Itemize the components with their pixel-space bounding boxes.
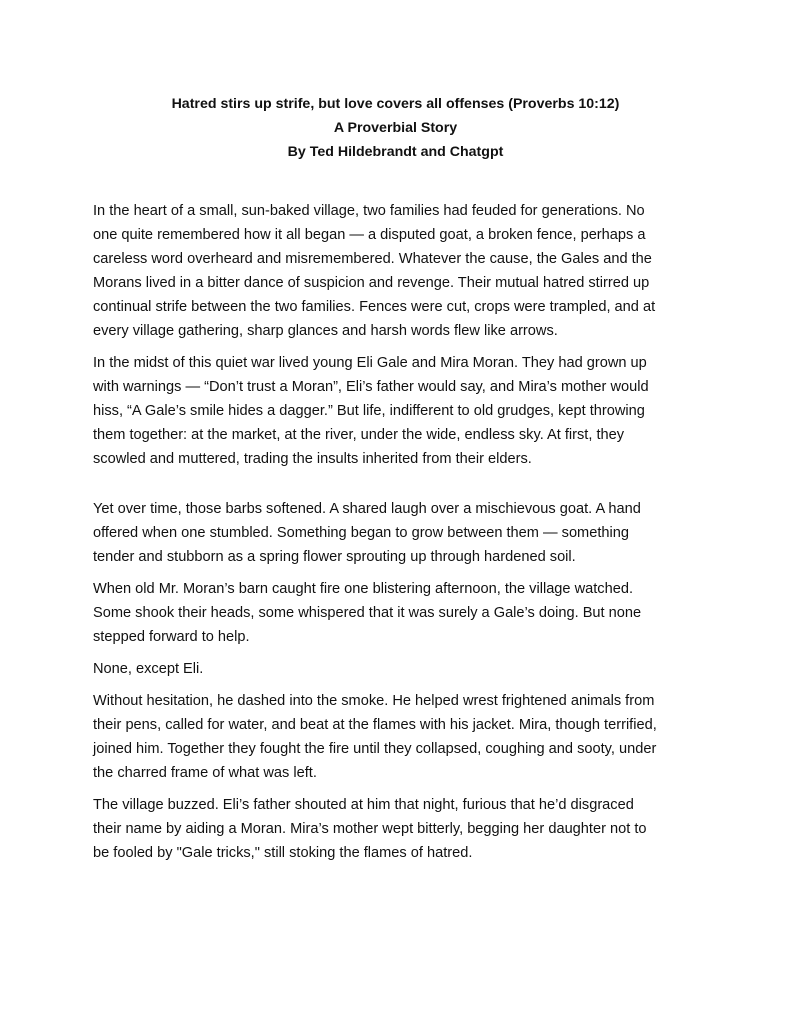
text-line: offered when one stumbled. Something began to grow between them — something	[93, 525, 629, 541]
text-line: Yet over time, those barbs softened. A shared laugh over a mischievous goat. A hand	[93, 501, 641, 517]
text-line: the charred frame of what was left.	[93, 765, 317, 781]
document-header	[0, 92, 791, 164]
story-body	[93, 199, 703, 865]
document-title: Hatred stirs up strife, but love covers all offenses (Proverbs 10:12)	[171, 96, 620, 112]
text-line: scowled and muttered, trading the insults inherited from their elders.	[93, 451, 532, 467]
text-line: In the midst of this quiet war lived young Eli Gale and Mira Moran. They had grown up	[93, 355, 647, 371]
paragraph-2	[93, 351, 703, 471]
text-line: In the heart of a small, sun-baked village, two families had feuded for generations. No	[93, 203, 645, 219]
text-line: Some shook their heads, some whispered that it was surely a Gale’s doing. But none	[93, 605, 642, 621]
paragraph-7	[93, 793, 703, 865]
document-subtitle: A Proverbial Story	[333, 120, 458, 136]
paragraph-4	[93, 577, 703, 649]
text-line: be fooled by "Gale tricks," still stoking the flames of hatred.	[93, 845, 473, 861]
text-line: them together: at the market, at the river, under the wide, endless sky. At first, they	[93, 427, 625, 443]
text-line: None, except Eli.	[93, 661, 204, 677]
text-line: their pens, called for water, and beat at the flames with his jacket. Mira, though terrified,	[93, 717, 657, 733]
text-line: every village gathering, sharp glances and harsh words flew like arrows.	[93, 323, 558, 339]
text-line: The village buzzed. Eli’s father shouted at him that night, furious that he’d disgraced	[93, 797, 634, 813]
text-line: with warnings — “Don’t trust a Moran”, Eli’s father would say, and Mira’s mother would	[93, 379, 649, 395]
text-line: joined him. Together they fought the fire until they collapsed, coughing and sooty, under	[93, 741, 657, 757]
text-line: Morans lived in a bitter dance of suspicion and revenge. Their mutual hatred stirred up	[93, 275, 650, 291]
document-byline: By Ted Hildebrandt and Chatgpt	[287, 144, 504, 160]
text-line: hiss, “A Gale’s smile hides a dagger.” But life, indifferent to old grudges, kept throwing	[93, 403, 645, 419]
paragraph-1	[93, 199, 703, 343]
text-line: continual strife between the two families. Fences were cut, crops were trampled, and at	[93, 299, 656, 315]
text-line: Without hesitation, he dashed into the smoke. He helped wrest frightened animals from	[93, 693, 655, 709]
text-line: stepped forward to help.	[93, 629, 250, 645]
text-line: When old Mr. Moran’s barn caught fire one blistering afternoon, the village watched.	[93, 581, 634, 597]
text-line: their name by aiding a Moran. Mira’s mother wept bitterly, begging her daughter not to	[93, 821, 647, 837]
paragraph-3	[93, 497, 703, 569]
text-line: one quite remembered how it all began — a disputed goat, a broken fence, perhaps a	[93, 227, 646, 243]
paragraph-6	[93, 689, 703, 785]
paragraph-5	[93, 657, 703, 681]
text-line: tender and stubborn as a spring flower sprouting up through hardened soil.	[93, 549, 576, 565]
text-line: careless word overheard and misremembered. Whatever the cause, the Gales and the	[93, 251, 652, 267]
